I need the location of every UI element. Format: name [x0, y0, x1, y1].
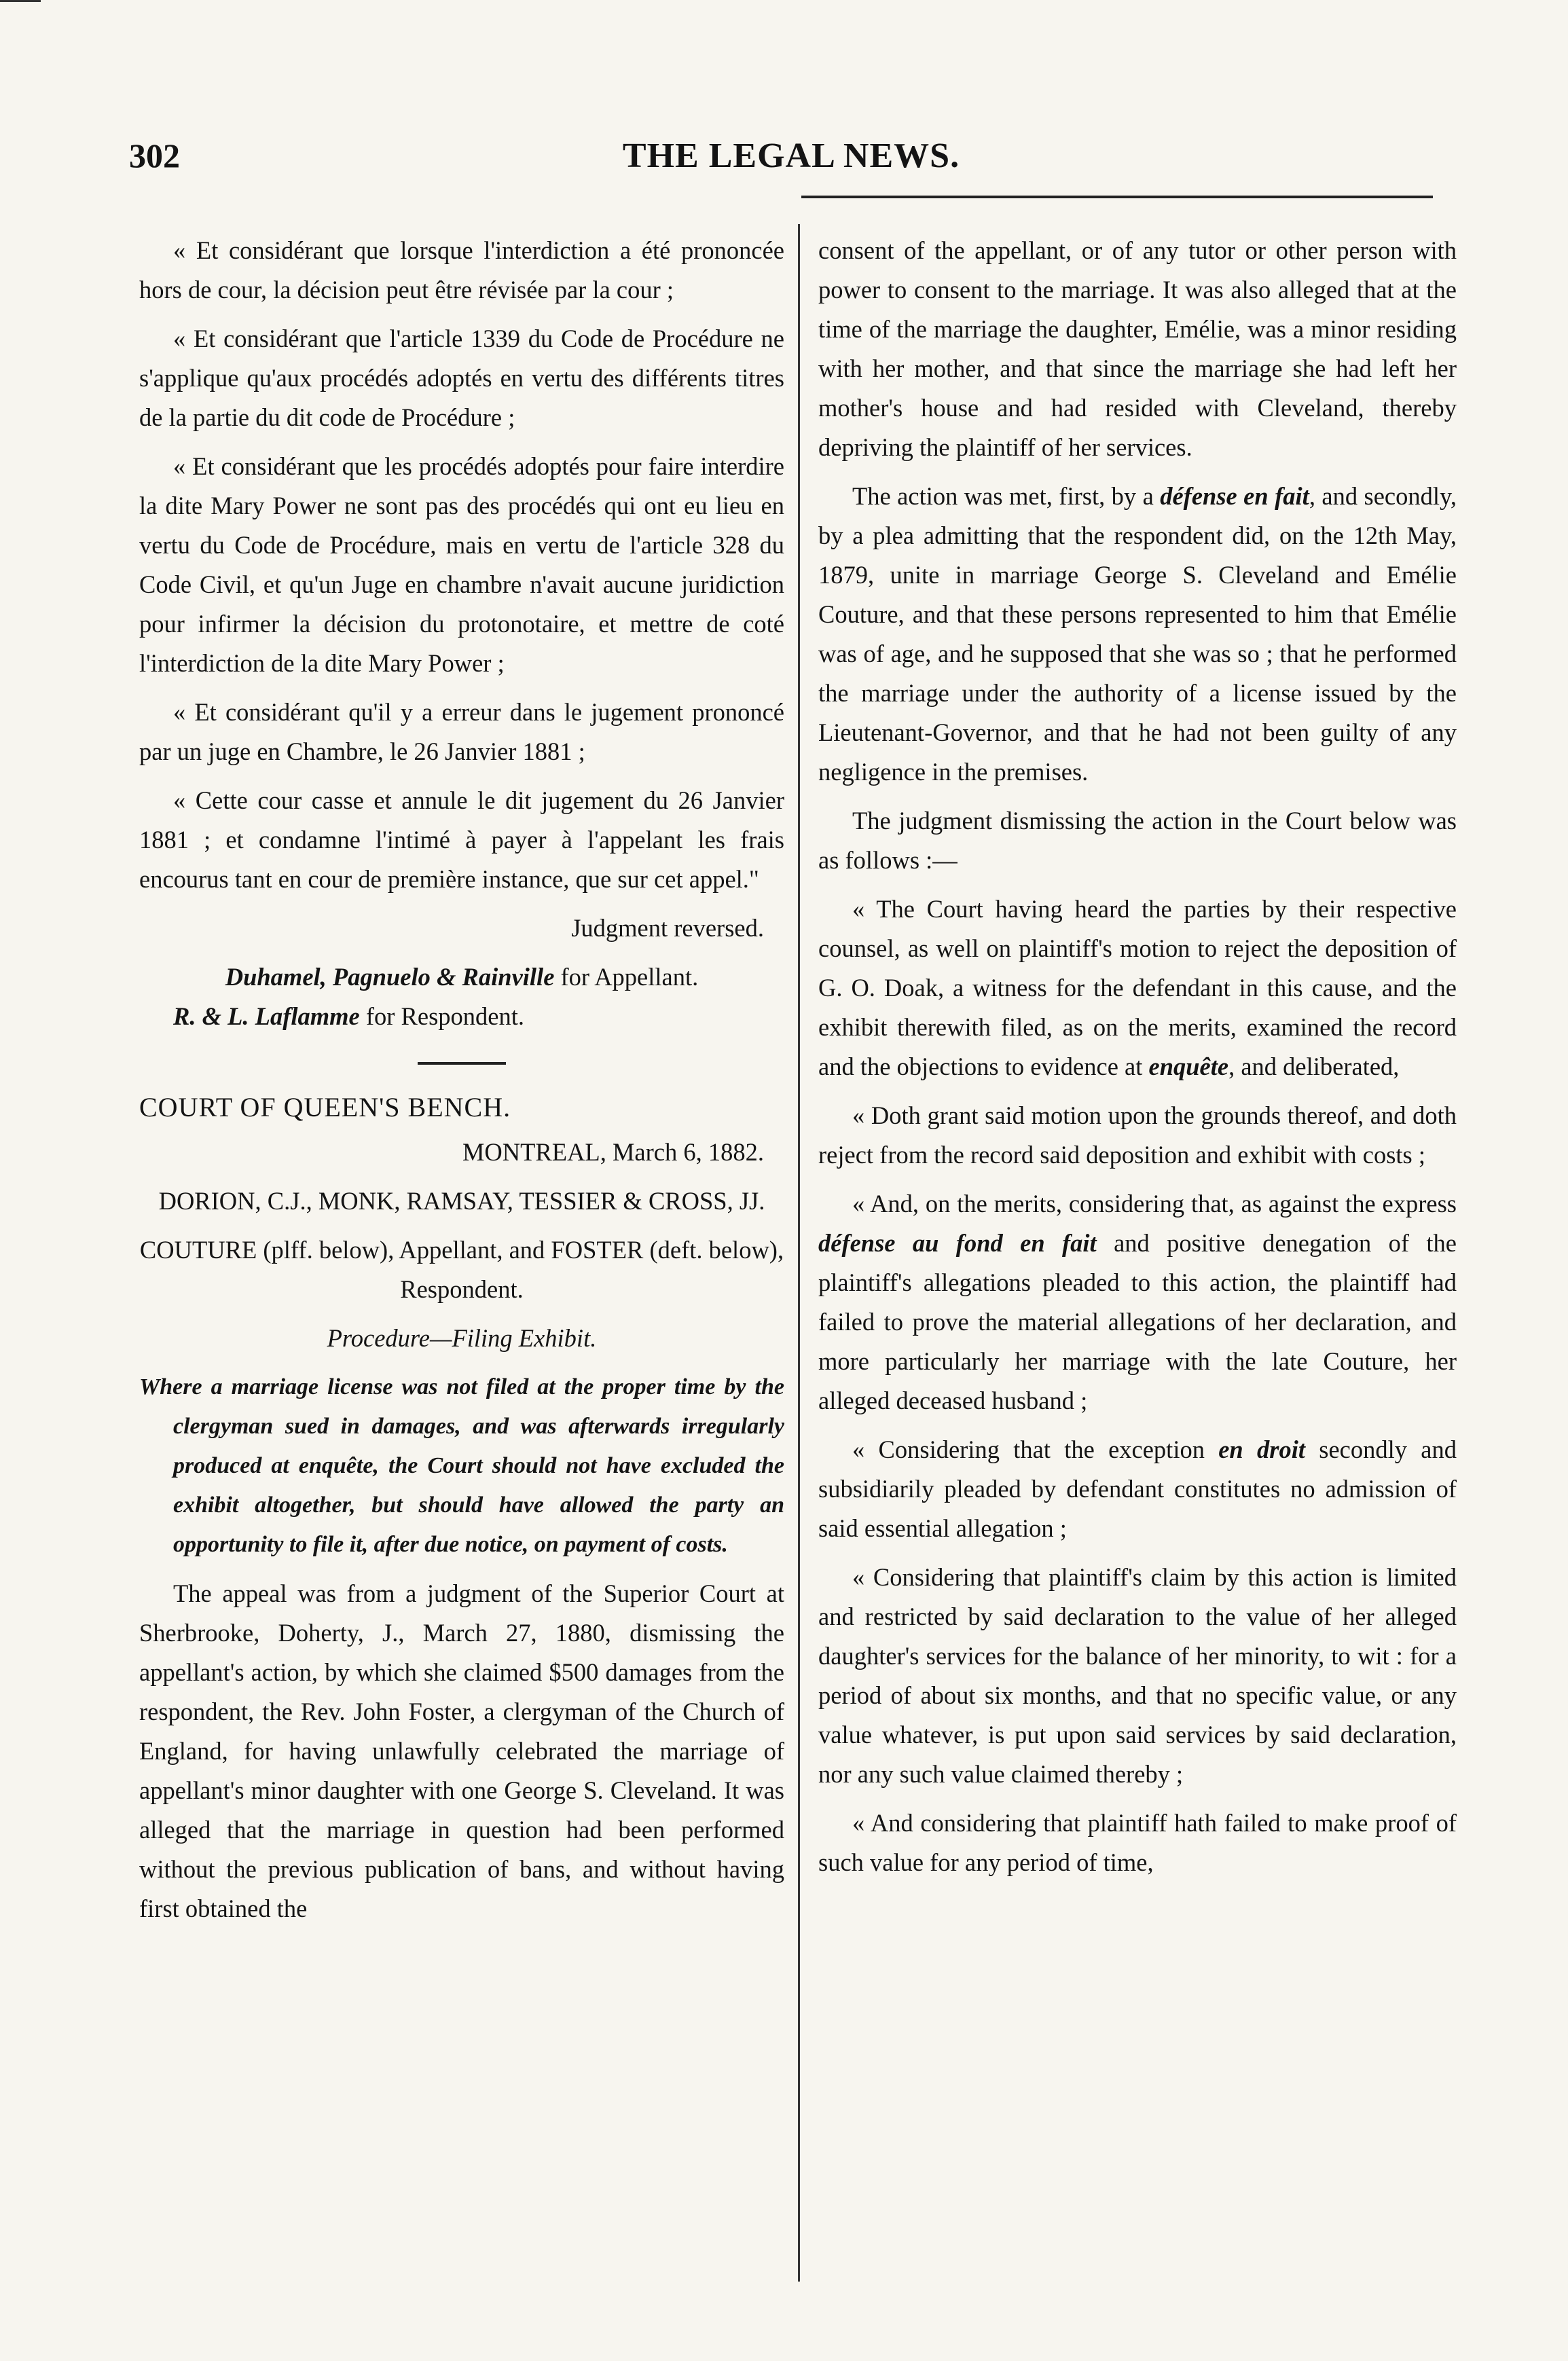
paragraph: « Et considérant que les procédés adoptés pour faire interdire la dite Mary Power ne sont pas des procédés qui ont eu lieu en vertu du Code de Procédure, mais en vertu de l'article 328 du Code Civil, et qu'un Juge en chambre n'avait aucune juridiction pour infirmer la décision du protonotaire, et mettre de coté l'interdiction de la dite Mary Power ;	[139, 452, 784, 677]
page-header	[129, 136, 1453, 190]
section-rule	[418, 1062, 506, 1065]
judgment-line: Judgment reversed.	[571, 914, 764, 942]
paragraph: « Cette cour casse et annule le dit jugement du 26 Janvier 1881 ; et condamne l'intimé à payer à l'appelant les frais encourus tant en cour de première instance, que sur cet appel."	[139, 786, 784, 893]
parties-line: COUTURE (plff. below), Appellant, and FOSTER (deft. below), Respondent.	[139, 1236, 784, 1303]
paragraph: « Et considérant que lorsque l'interdiction a été prononcée hors de cour, la décision peut être révisée par la cour ;	[139, 236, 784, 304]
text-run: « The Court having heard the parties by their respective counsel, as well on plaintiff's motion to reject the deposition of G. O. Doak, a witness for the defendant in this cause, and the exhibit therewith filed, as on the merits, examined the record and the objections to evidence at	[818, 895, 1457, 1080]
text-run: « Considering that the exception	[852, 1435, 1219, 1463]
paragraph: « Et considérant que l'article 1339 du Code de Procédure ne s'applique qu'aux procédés adoptés en vertu des différents titres de la partie du dit code de Procédure ;	[139, 325, 784, 431]
counsel-respondent	[139, 997, 784, 1036]
paragraph: consent of the appellant, or of any tutor or other person with power to consent to the marriage. It was also alleged that at the time of the marriage the daughter, Emélie, was a minor residing with her mother, and that since the marriage she had left her mother's house and had resided with Cleveland, thereby depriving the plaintiff of her services.	[818, 236, 1457, 461]
text-run: « And, on the merits, considering that, as against the express	[852, 1190, 1457, 1218]
paragraph	[818, 1430, 1457, 1548]
emphasis: enquête	[1148, 1053, 1229, 1080]
paragraph	[818, 1184, 1457, 1421]
counsel-names: Duhamel, Pagnuelo & Rainville	[225, 963, 555, 991]
counsel-appellant	[139, 957, 784, 997]
right-column	[818, 231, 1457, 1892]
page-number: 302	[129, 136, 180, 175]
paragraph	[818, 477, 1457, 792]
text-run: and positive denegation of the plaintiff's allegations pleaded to this action, the plaintiff had failed to prove the material allegations of her declaration, and more particularly her marriage with the late Couture, her alleged deceased husband ;	[818, 1229, 1457, 1414]
counsel-role: for Appellant.	[554, 963, 699, 991]
headnote: Where a marriage license was not filed at the proper time by the clergyman sued in damages, and was afterwards irregularly produced at enquête, the Court should not have excluded the exhibit altogether, but should have allowed the party an opportunity to file it, after due notice, on payment of costs.	[139, 1374, 784, 1557]
judges-line: DORION, C.J., MONK, RAMSAY, TESSIER & CROSS, JJ.	[158, 1187, 765, 1215]
top-edge-mark	[0, 0, 41, 2]
emphasis: défense en fait	[1160, 482, 1309, 510]
left-column	[139, 231, 784, 1938]
paragraph: « Doth grant said motion upon the grounds thereof, and doth reject from the record said deposition and exhibit with costs ;	[818, 1101, 1457, 1169]
text-run: secondly and subsidiarily pleaded by defendant constitutes no admission of said essential allegation ;	[818, 1435, 1457, 1542]
column-divider	[798, 224, 800, 2282]
text-run: , and secondly, by a plea admitting that the respondent did, on the 12th May, 1879, unite in marriage George S. Cleveland and Emélie Couture, and that these persons represented to him that Emélie was of age, and he supposed that she was so ; that he performed the marriage under the authority of a license issued by the Lieutenant-Governor, and that he had not been guilty of any negligence in the premises.	[818, 482, 1457, 786]
paragraph: « Considering that plaintiff's claim by this action is limited and restricted by said declaration to the value of her alleged daughter's services for the balance of her minority, to wit : for a period of about six months, and that no specific value, or any value whatever, is put upon said services by said declaration, nor any such value claimed thereby ;	[818, 1563, 1457, 1788]
paragraph: The appeal was from a judgment of the Superior Court at Sherbrooke, Doherty, J., March 27, 1880, dismissing the appellant's action, by which she claimed $500 damages from the respondent, the Rev. John Foster, a clergyman of the Church of England, for having unlawfully celebrated the marriage of appellant's minor daughter with one George S. Cleveland. It was alleged that the marriage in question had been performed without the previous publication of bans, and without having first obtained the	[139, 1579, 784, 1922]
running-title: THE LEGAL NEWS.	[622, 136, 960, 175]
text-run: , and deliberated,	[1228, 1053, 1400, 1080]
court-heading: COURT OF QUEEN'S BENCH.	[139, 1092, 511, 1122]
case-subject: Procedure—Filing Exhibit.	[327, 1324, 597, 1352]
paragraph: The judgment dismissing the action in the Court below was as follows :—	[818, 807, 1457, 874]
emphasis: défense au fond en fait	[818, 1229, 1097, 1257]
counsel-role: for Respondent.	[359, 1002, 525, 1030]
place-date: MONTREAL, March 6, 1882.	[462, 1138, 764, 1166]
paragraph: « And considering that plaintiff hath failed to make proof of such value for any period of time,	[818, 1809, 1457, 1876]
paragraph: « Et considérant qu'il y a erreur dans le jugement prononcé par un juge en Chambre, le 26 Janvier 1881 ;	[139, 698, 784, 765]
text-run: The action was met, first, by a	[852, 482, 1161, 510]
header-rule	[801, 196, 1433, 198]
emphasis: en droit	[1218, 1435, 1305, 1463]
counsel-names: R. & L. Laflamme	[173, 1002, 360, 1030]
paragraph	[818, 890, 1457, 1086]
